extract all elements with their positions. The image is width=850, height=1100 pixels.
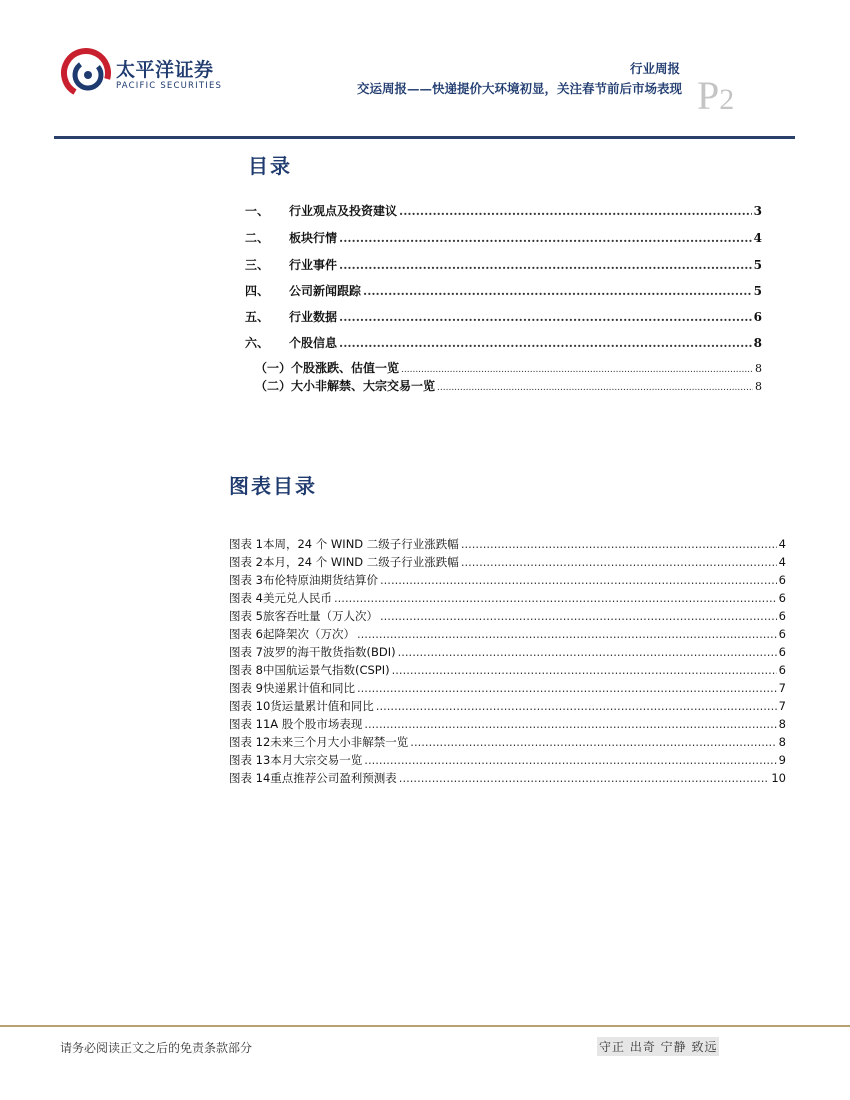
figure-label: 中国航运景气指数(CSPI) [262,663,390,677]
figure-label: 旅客吞吐量（万人次） [262,609,378,623]
figure-number: 图表 5 [229,609,263,623]
pacific-securities-logo-icon [58,44,112,102]
figure-item[interactable] [229,590,786,606]
figure-number: 图表 9 [229,681,263,695]
figure-page: 6 [778,627,786,641]
toc-leader-dots [461,537,777,551]
figure-item[interactable] [229,554,786,570]
toc-leader-dots [399,204,752,218]
toc-item[interactable] [245,334,762,352]
figure-item[interactable] [229,770,786,786]
logo-chinese-name: 太平洋证券 [116,59,214,81]
toc-leader-dots [410,735,776,749]
toc-item[interactable] [245,282,762,300]
toc-leader-dots [380,573,777,587]
toc-leader-dots [399,771,770,785]
figure-number: 图表 7 [229,645,263,659]
toc-leader-dots [437,383,753,393]
page-number-value: 2 [719,83,735,116]
toc-leader-dots [398,645,777,659]
page-number [697,72,734,119]
figure-number: 图表 2 [229,555,263,569]
figure-label: 波罗的海干散货指数(BDI) [262,645,396,659]
figure-item[interactable] [229,644,786,660]
figure-item[interactable] [229,680,786,696]
toc-item-number: 二、 [245,231,270,245]
figure-number: 图表 1 [229,537,263,551]
footer-motto: 守正 出奇 宁静 致远 [597,1037,719,1056]
figure-number: 图表 13 [229,753,271,767]
report-type: 行业周报 [629,61,680,76]
toc-item[interactable] [245,202,762,220]
figure-page: 6 [778,645,786,659]
toc-item-label: 个股信息 [289,336,338,350]
toc-item-label: 行业数据 [289,310,338,324]
toc-item-page: 5 [753,284,762,298]
toc-leader-dots [461,555,777,569]
toc-subitem[interactable] [255,377,762,395]
toc-item-label: 行业观点及投资建议 [289,204,398,218]
logo-english-name: PACIFIC SECURITIES [116,81,223,91]
figure-page: 10 [771,771,786,785]
figure-label: 本周，24 个 WIND 二级子行业涨跌幅 [262,537,459,551]
toc-item-page: 5 [753,258,762,272]
figure-item[interactable] [229,608,786,624]
toc-item[interactable] [245,229,762,247]
toc-leader-dots [364,753,776,767]
figure-number: 图表 8 [229,663,263,677]
figure-item[interactable] [229,716,786,732]
figure-number: 图表 4 [229,591,263,605]
toc-item-number: 四、 [245,284,270,298]
toc-leader-dots [401,365,753,375]
figure-item[interactable] [229,734,786,750]
footer-disclaimer: 请务必阅读正文之后的免责条款部分 [60,1041,253,1055]
toc-leader-dots [392,663,777,677]
footer-divider [0,1025,850,1027]
figure-page: 6 [778,663,786,677]
figure-number: 图表 12 [229,735,271,749]
toc-item[interactable] [245,308,762,326]
figure-page: 6 [778,609,786,623]
toc-item-page: 8 [753,336,762,350]
toc-subitem[interactable] [255,359,762,377]
toc-subitem-label: （二）大小非解禁、大宗交易一览 [255,379,436,393]
toc-item-number: 一、 [245,204,270,218]
figure-page: 6 [778,573,786,587]
figure-item[interactable] [229,536,786,552]
figure-label: 起降架次（万次） [262,627,355,641]
figure-label: A 股个股市场表现 [270,717,363,731]
toc-item-page: 3 [753,204,762,218]
figure-label: 重点推荐公司盈利预测表 [270,771,397,785]
toc-leader-dots [339,310,752,324]
figure-number: 图表 10 [229,699,271,713]
figure-number: 图表 11 [229,717,271,731]
toc-leader-dots [363,284,752,298]
figure-item[interactable] [229,662,786,678]
page-prefix: P [697,73,720,118]
toc-leader-dots [376,699,777,713]
figure-page: 7 [778,699,786,713]
report-title: 交运周报——快递提价大环境初显，关注春节前后市场表现 [356,81,682,96]
figure-page: 7 [778,681,786,695]
toc-leader-dots [357,627,777,641]
toc-item-label: 行业事件 [289,258,338,272]
toc-item-label: 公司新闻跟踪 [289,284,362,298]
toc-item-page: 6 [753,310,762,324]
toc-leader-dots [339,231,752,245]
figure-label: 货运量累计值和同比 [270,699,374,713]
figure-label: 快递累计值和同比 [262,681,355,695]
figure-item[interactable] [229,572,786,588]
figure-page: 8 [778,717,786,731]
figure-page: 4 [778,537,786,551]
toc-item-label: 板块行情 [289,231,338,245]
toc-subitem-page: 8 [755,380,762,393]
figure-label: 本月，24 个 WIND 二级子行业涨跌幅 [262,555,459,569]
company-logo [58,44,228,104]
figure-list-title: 图表目录 [229,474,317,498]
toc-subitem-label: （一）个股涨跌、估值一览 [255,361,400,375]
toc-leader-dots [339,336,752,350]
toc-item[interactable] [245,256,762,274]
figure-number: 图表 14 [229,771,271,785]
toc-leader-dots [380,609,777,623]
figure-number: 图表 6 [229,627,263,641]
figure-item[interactable] [229,626,786,642]
figure-label: 布伦特原油期货结算价 [262,573,378,587]
toc-leader-dots [334,591,777,605]
figure-label: 本月大宗交易一览 [270,753,363,767]
figure-page: 4 [778,555,786,569]
toc-leader-dots [357,681,777,695]
toc-leader-dots [339,258,752,272]
figure-item[interactable] [229,698,786,714]
toc-item-number: 三、 [245,258,270,272]
figure-page: 9 [778,753,786,767]
figure-label: 美元兑人民币 [262,591,332,605]
header-divider [54,136,795,139]
figure-page: 6 [778,591,786,605]
figure-item[interactable] [229,752,786,768]
toc-item-page: 4 [753,231,762,245]
toc-leader-dots [364,717,776,731]
toc-title: 目录 [248,154,292,178]
toc-subitem-page: 8 [755,362,762,375]
toc-item-number: 五、 [245,310,270,324]
figure-number: 图表 3 [229,573,263,587]
figure-label: 未来三个月大小非解禁一览 [270,735,409,749]
toc-item-number: 六、 [245,336,270,350]
figure-page: 8 [778,735,786,749]
